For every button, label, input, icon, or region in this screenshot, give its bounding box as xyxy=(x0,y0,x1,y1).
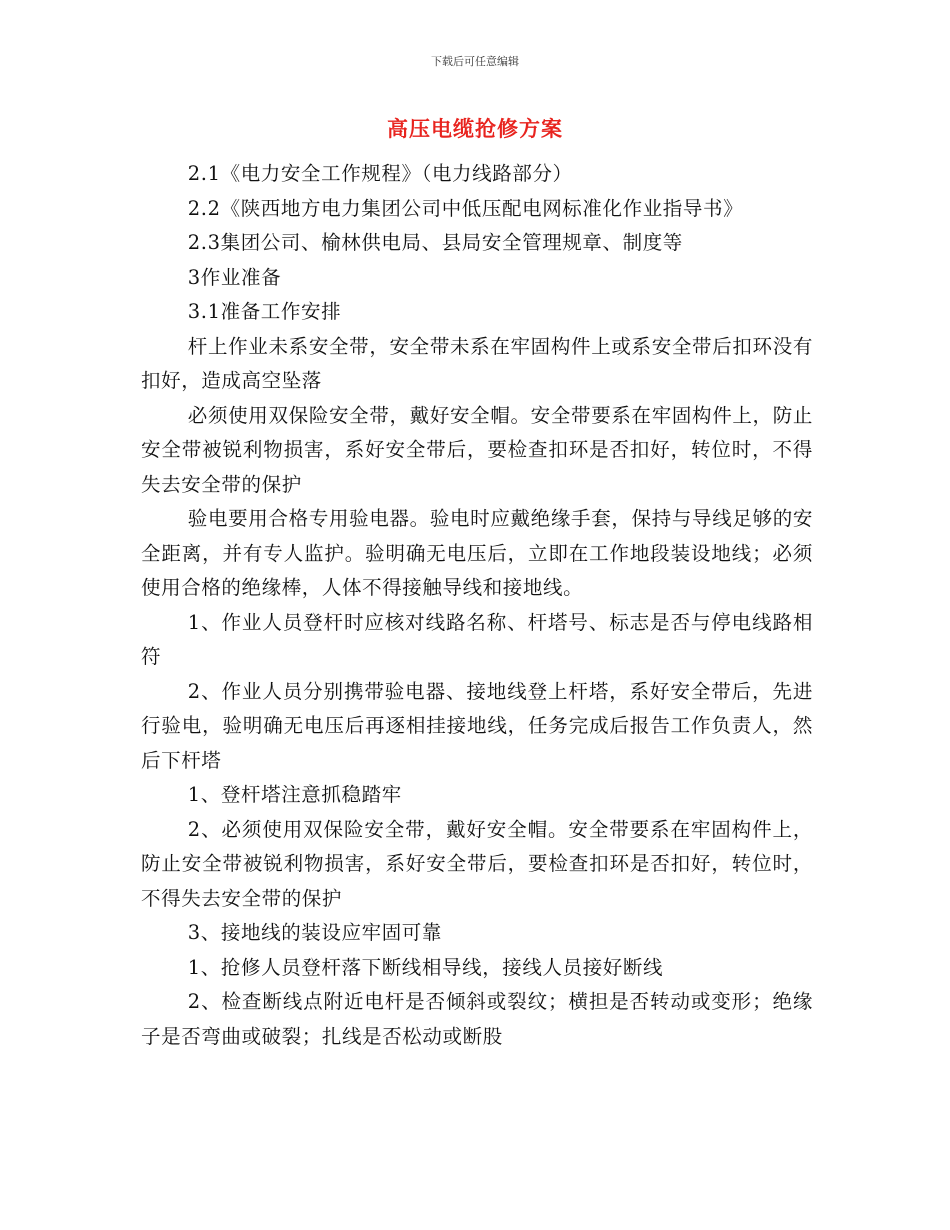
paragraph-step-grounding: 2、作业人员分别携带验电器、接地线登上杆塔，系好安全带后，先进行验电，验明确无电压后再逐相挂接地线，任务完成后报告工作负责人，然后下杆塔 xyxy=(141,679,813,772)
section-heading-3: 3作业准备 xyxy=(187,265,282,289)
paragraph-note-climb: 1、登杆塔注意抓稳踏牢 xyxy=(187,783,402,806)
paragraph-note-safety-belt: 2、必须使用双保险安全带，戴好安全帽。安全带要系在牢固构件上，防止安全带被锐利物损害，系好安全带后，要检查扣环是否扣好，转位时，不得失去安全带的保护 xyxy=(141,817,813,910)
paragraph-step-verify-line: 1、作业人员登杆时应核对线路名称、杆塔号、标志是否与停电线路相符 xyxy=(141,610,813,668)
paragraph-ref-2-1: 2.1《电力安全工作规程》（电力线路部分） xyxy=(187,162,573,185)
paragraph-repair-step-1: 1、抢修人员登杆落下断线相导线，接线人员接好断线 xyxy=(187,955,664,979)
paragraph-voltage-test: 验电要用合格专用验电器。验电时应戴绝缘手套，保持与导线足够的安全距离，并有专人监护。验明确无电压后，立即在工作地段装设地线；必须使用合格的绝缘棒，人体不得接触导线和接地线。 xyxy=(141,507,813,599)
paragraph-repair-step-2: 2、检查断线点附近电杆是否倾斜或裂纹；横担是否转动或变形；绝缘子是否弯曲或破裂；扎线是否松动或断股 xyxy=(141,990,813,1048)
paragraph-ref-2-2: 2.2《陕西地方电力集团公司中低压配电网标准化作业指导书》 xyxy=(187,196,744,220)
paragraph-ref-2-3: 2.3集团公司、榆林供电局、县局安全管理规章、制度等 xyxy=(187,231,683,254)
page-header-note: 下载后可任意编辑 xyxy=(431,55,519,68)
document-body xyxy=(141,157,813,1054)
paragraph-risk-fall: 杆上作业未系安全带，安全带未系在牢固构件上或系安全带后扣环没有扣好，造成高空坠落 xyxy=(141,334,813,392)
section-heading-3-1: 3.1准备工作安排 xyxy=(187,300,342,323)
paragraph-note-ground-wire: 3、接地线的装设应牢固可靠 xyxy=(187,921,443,944)
paragraph-safety-belt: 必须使用双保险安全带，戴好安全帽。安全带要系在牢固构件上，防止安全带被锐利物损害，系好安全带后，要检查扣环是否扣好，转位时，不得失去安全带的保护 xyxy=(141,403,813,496)
document-title: 高压电缆抢修方案 xyxy=(387,117,563,141)
